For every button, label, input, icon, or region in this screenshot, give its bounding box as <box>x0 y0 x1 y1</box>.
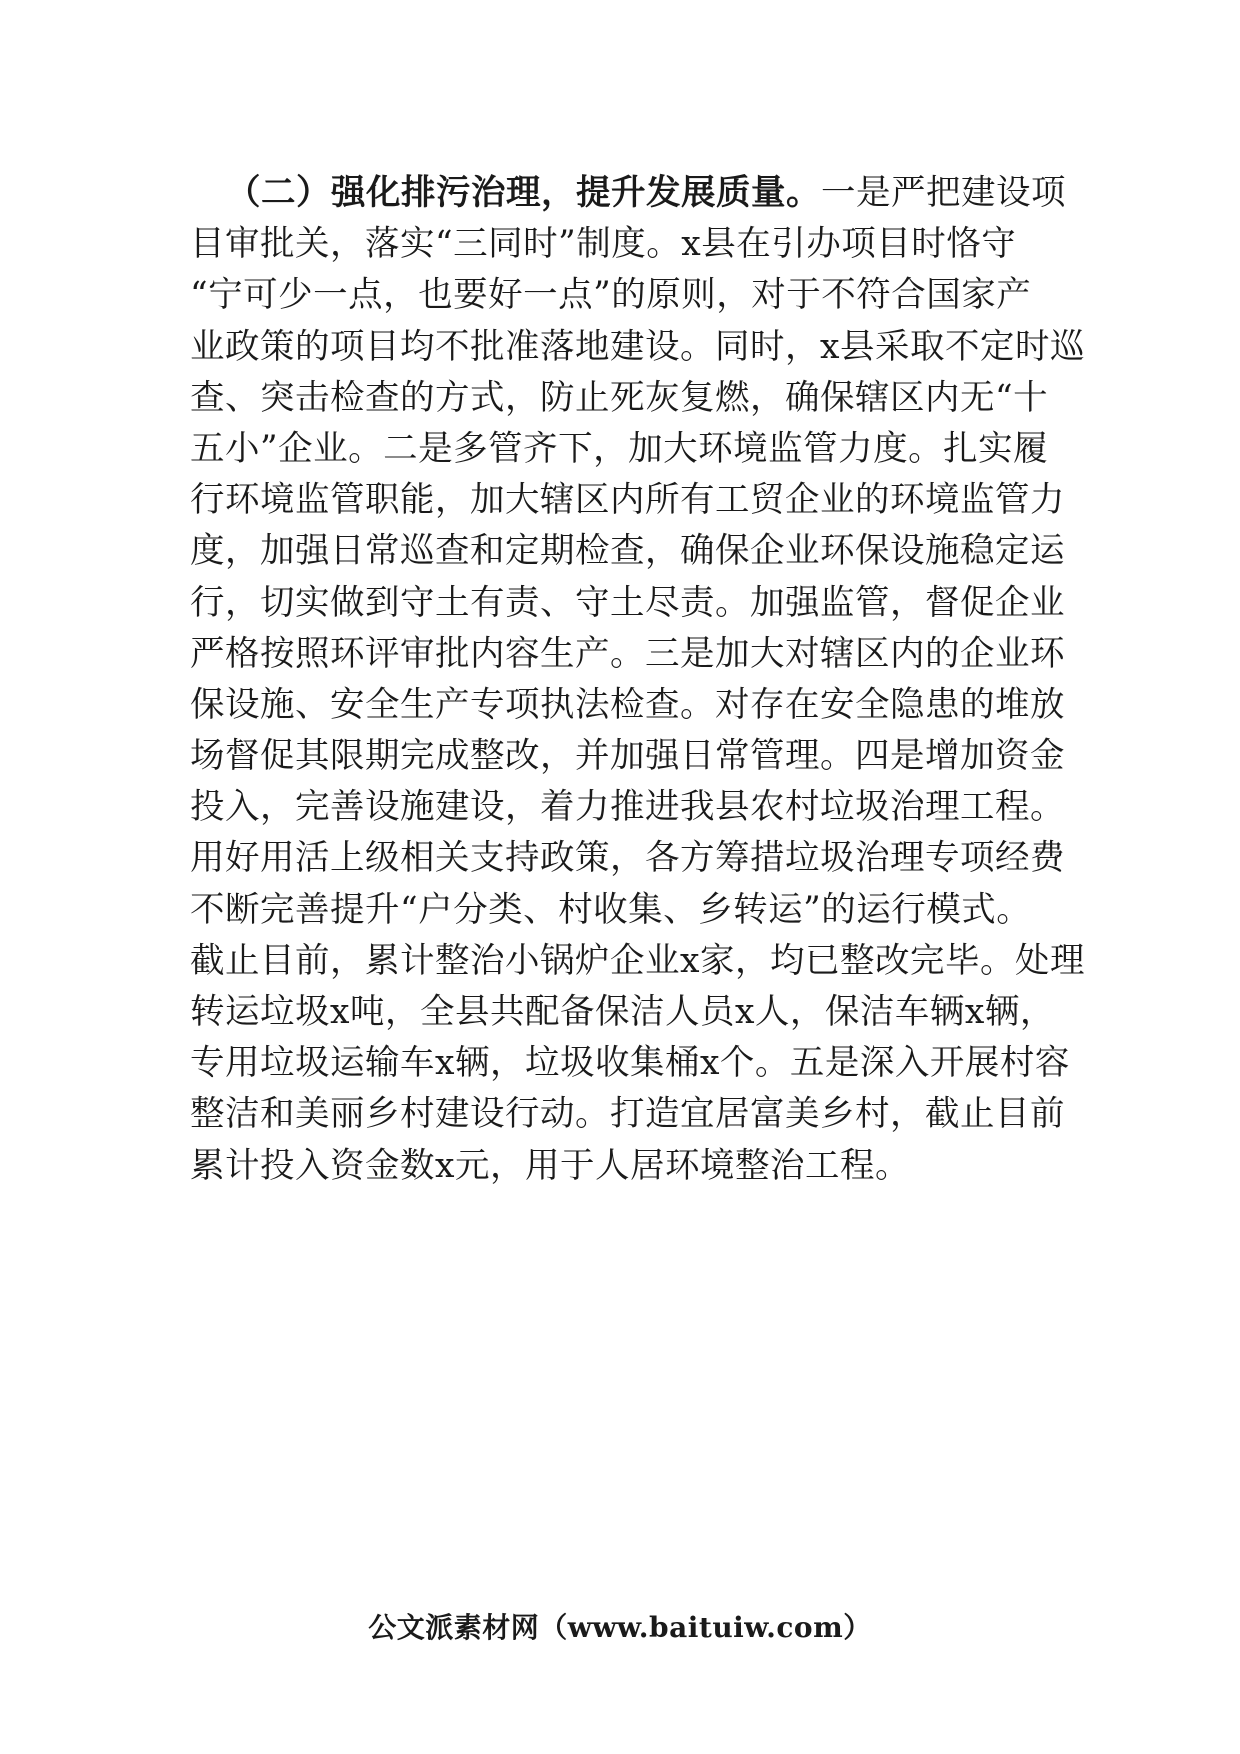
paragraph-line: 累计投入资金数x元，用于人居环境整治工程。 <box>190 1145 910 1186</box>
paragraph-line: 场督促其限期完成整改，并加强日常管理。四是增加资金 <box>190 736 1065 777</box>
paragraph-line: 目审批关，落实“三同时”制度。x县在引办项目时恪守 <box>190 224 1017 265</box>
paragraph-line-1 <box>190 168 1066 219</box>
paragraph-line: 保设施、安全生产专项执法检查。对存在安全隐患的堆放 <box>190 684 1065 725</box>
paragraph-line-1-text: 一是严把建设项 <box>821 173 1066 213</box>
footer-source: 公文派素材网（www.baituiw.com） <box>368 1611 872 1644</box>
paragraph-line: 不断完善提升“户分类、村收集、乡转运”的运行模式。 <box>190 889 1032 930</box>
paragraph-line: 五小”企业。二是多管齐下，加大环境监管力度。扎实履 <box>190 428 1049 469</box>
section-heading: （二）强化排污治理，提升发展质量。 <box>226 173 821 213</box>
paragraph-line: 用好用活上级相关支持政策，各方筹措垃圾治理专项经费 <box>190 838 1065 879</box>
paragraph-line: 行环境监管职能，加大辖区内所有工贸企业的环境监管力 <box>190 480 1065 521</box>
paragraph-line: 行，切实做到守土有责、守土尽责。加强监管，督促企业 <box>190 582 1065 623</box>
paragraph-line: 转运垃圾x吨，全县共配备保洁人员x人，保洁车辆x辆， <box>190 992 1055 1032</box>
paragraph-line: 度，加强日常巡查和定期检查，确保企业环保设施稳定运 <box>190 531 1065 572</box>
paragraph-line: 专用垃圾运输车x辆，垃圾收集桶x个。五是深入开展村容 <box>190 1043 1070 1084</box>
paragraph-line: “宁可少一点，也要好一点”的原则，对于不符合国家产 <box>190 275 1032 316</box>
paragraph-line: 查、突击检查的方式，防止死灰复燃，确保辖区内无“十 <box>190 377 1049 418</box>
body-paragraph <box>190 168 1085 1192</box>
paragraph-line: 严格按照环评审批内容生产。三是加大对辖区内的企业环 <box>190 633 1065 674</box>
paragraph-line: 投入，完善设施建设，着力推进我县农村垃圾治理工程。 <box>190 787 1065 828</box>
paragraph-line: 整洁和美丽乡村建设行动。打造宜居富美乡村，截止目前 <box>190 1094 1065 1135</box>
paragraph-line: 业政策的项目均不批准落地建设。同时，x县采取不定时巡 <box>190 326 1085 367</box>
paragraph-line: 截止目前，累计整治小锅炉企业x家，均已整改完毕。处理 <box>190 940 1085 981</box>
